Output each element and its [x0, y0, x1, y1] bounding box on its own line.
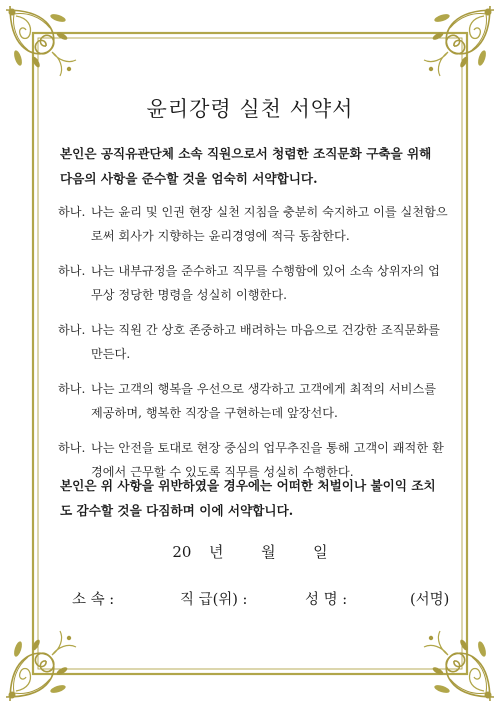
date-month-unit: 월 [261, 543, 276, 561]
document-title: 윤리강령 실천 서약서 [146, 97, 354, 121]
pledge-prefix: 하나. [58, 264, 86, 278]
name-label: 성 명 : [305, 592, 348, 608]
signature-placeholder: (서명) [410, 592, 450, 608]
pledge-text: 나는 내부규정을 준수하고 직무를 수행함에 있어 소속 상위자의 업무상 정당한 명령을 성실히 이행한다. [91, 264, 440, 302]
rank-label: 직 급(위) : [180, 592, 248, 608]
pledge-prefix: 하나. [58, 382, 86, 396]
pledge-text: 나는 고객의 행복을 우선으로 생각하고 고객에게 최적의 서비스를 제공하며, 행복한 직장을 구현하는데 앞장선다. [91, 382, 436, 420]
date-year-unit: 년 [209, 543, 224, 561]
intro-statement: 본인은 공직유관단체 소속 직원으로서 청렴한 조직문화 구축을 위해 다음의 사항을 준수할 것을 엄숙히 서약합니다. [60, 146, 432, 186]
date-day-unit: 일 [313, 543, 328, 561]
date-line [0, 541, 500, 562]
affiliation-label: 소 속 : [72, 592, 115, 608]
pledge-prefix: 하나. [58, 441, 86, 455]
pledge-prefix: 하나. [58, 205, 86, 219]
pledge-text: 나는 직원 간 상호 존중하고 배려하는 마음으로 건강한 조직문화를 만든다. [91, 323, 440, 361]
pledge-item [58, 259, 450, 307]
pledge-text: 나는 윤리 및 인권 현장 실천 지침을 충분히 숙지하고 이를 실천함으로써 회사가 지향하는 윤리경영에 적극 동참한다. [91, 205, 448, 243]
closing-statement: 본인은 위 사항을 위반하였을 경우에는 어떠한 처벌이나 불이익 조치도 감수할 것을 다짐하며 이에 서약합니다. [60, 478, 436, 518]
pledge-item [58, 200, 450, 248]
date-year: 20 [172, 543, 192, 561]
pledge-text: 나는 안전을 토대로 현장 중심의 업무추진을 통해 고객이 쾌적한 환경에서 근무할 수 있도록 직무를 성실히 수행한다. [91, 441, 444, 479]
pledge-item [58, 377, 450, 425]
pledge-list [58, 200, 450, 495]
pledge-prefix: 하나. [58, 323, 86, 337]
pledge-item [58, 318, 450, 366]
